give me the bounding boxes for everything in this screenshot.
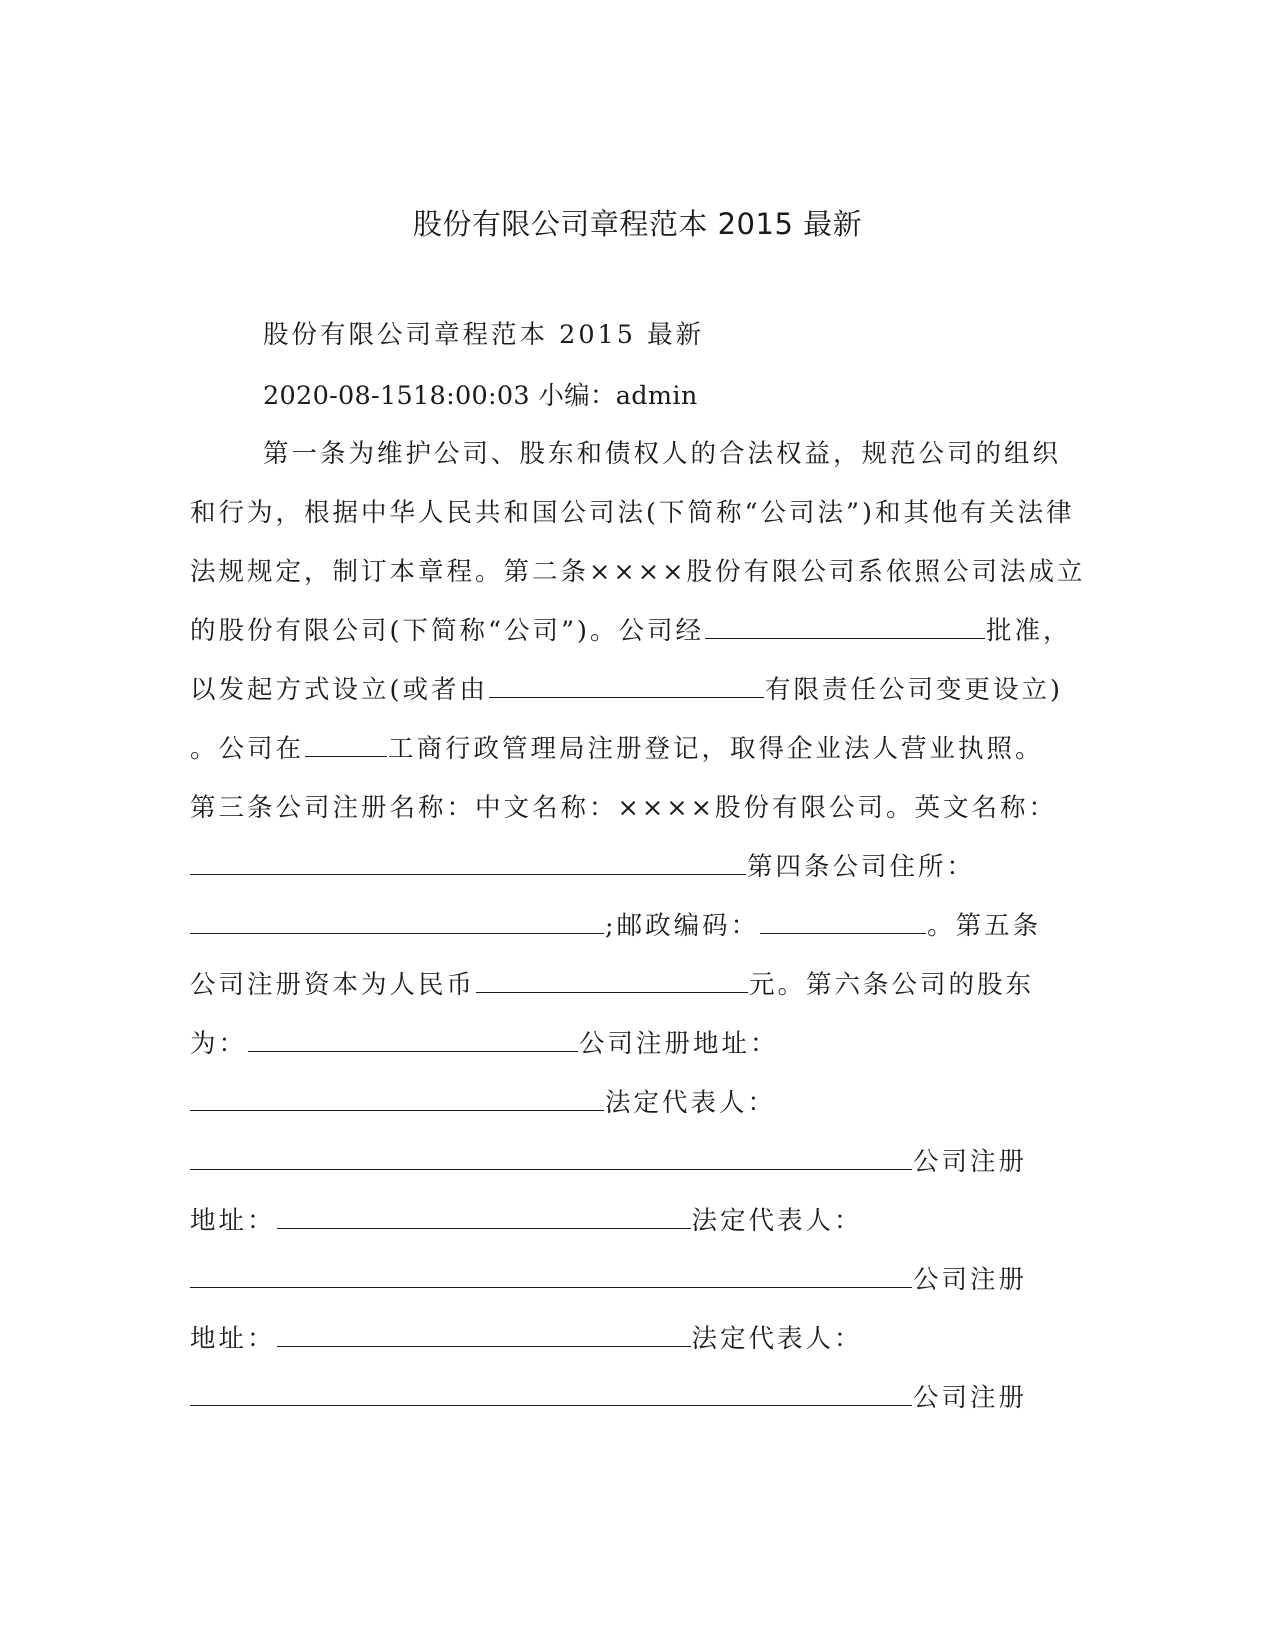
text-segment: 公司注册 [913, 1383, 1028, 1413]
paragraph-line-2: 和行为，根据中华人民共和国公司法(下简称“公司法”)和其他有关法律 [190, 498, 1075, 528]
text-segment: 法定代表人： [691, 1206, 863, 1236]
text-segment: 第四条公司住所： [747, 852, 976, 882]
text-segment: 公司注册资本为人民币 [190, 970, 476, 1000]
fill-blank [190, 1084, 604, 1111]
paragraph-line-12 [190, 1083, 1090, 1123]
text-segment: 。公司在 [190, 734, 305, 764]
fill-blank [277, 1320, 691, 1347]
text-segment: 的股份有限公司(下简称“公司”)。公司经 [190, 616, 704, 646]
text-segment: 法定代表人： [605, 1088, 777, 1118]
fill-blank [705, 612, 985, 639]
fill-blank [476, 966, 748, 993]
fill-blank [760, 907, 926, 934]
paragraph-line-10 [190, 965, 1090, 1005]
paragraph-line-3: 法规规定，制订本章程。第二条××××股份有限公司系依照公司法成立 [190, 557, 1086, 587]
paragraph-line-15 [190, 1260, 1090, 1300]
text-segment: 公司注册地址： [579, 1029, 779, 1059]
paragraph-line-9 [190, 906, 1090, 946]
document-subtitle: 股份有限公司章程范本 2015 最新 [263, 320, 705, 350]
paragraph-line-1: 第一条为维护公司、股东和债权人的合法权益，规范公司的组织 [263, 439, 1062, 469]
text-segment: 元。第六条公司的股东 [749, 970, 1035, 1000]
paragraph-line-4 [190, 611, 1090, 651]
paragraph-line-5 [190, 670, 1090, 710]
paragraph-line-11 [190, 1024, 1090, 1064]
fill-blank [190, 848, 746, 875]
text-segment: ;邮政编码： [605, 911, 760, 941]
text-segment: 。第五条 [927, 911, 1042, 941]
paragraph-line-17 [190, 1378, 1090, 1418]
text-segment: 有限责任公司变更设立) [764, 675, 1063, 705]
paragraph-line-14 [190, 1201, 1090, 1241]
paragraph-line-7: 第三条公司注册名称：中文名称：××××股份有限公司。英文名称： [190, 793, 1057, 823]
document-title: 股份有限公司章程范本 2015 最新 [412, 207, 863, 241]
fill-blank [248, 1025, 578, 1052]
paragraph-line-13 [190, 1142, 1090, 1182]
text-segment: 为： [190, 1029, 248, 1059]
fill-blank [489, 671, 764, 698]
text-segment: 工商行政管理局注册登记，取得企业法人营业执照。 [388, 734, 1044, 764]
text-segment: 法定代表人： [691, 1324, 863, 1354]
fill-blank [190, 1261, 912, 1288]
text-segment: 地址： [190, 1324, 276, 1354]
fill-blank [277, 1202, 691, 1229]
text-segment: 以发起方式设立(或者由 [190, 675, 488, 705]
fill-blank [190, 1143, 912, 1170]
text-segment: 公司注册 [913, 1147, 1028, 1177]
paragraph-line-8 [190, 847, 1090, 887]
paragraph-line-6 [190, 729, 1090, 769]
fill-blank [190, 907, 604, 934]
text-segment: 公司注册 [913, 1265, 1028, 1295]
text-segment: 地址： [190, 1206, 276, 1236]
fill-blank [190, 1379, 912, 1406]
paragraph-line-16 [190, 1319, 1090, 1359]
fill-blank [305, 730, 387, 757]
document-meta: 2020-08-1518:00:03 小编：admin [263, 381, 698, 411]
text-segment: 批准， [985, 616, 1072, 646]
